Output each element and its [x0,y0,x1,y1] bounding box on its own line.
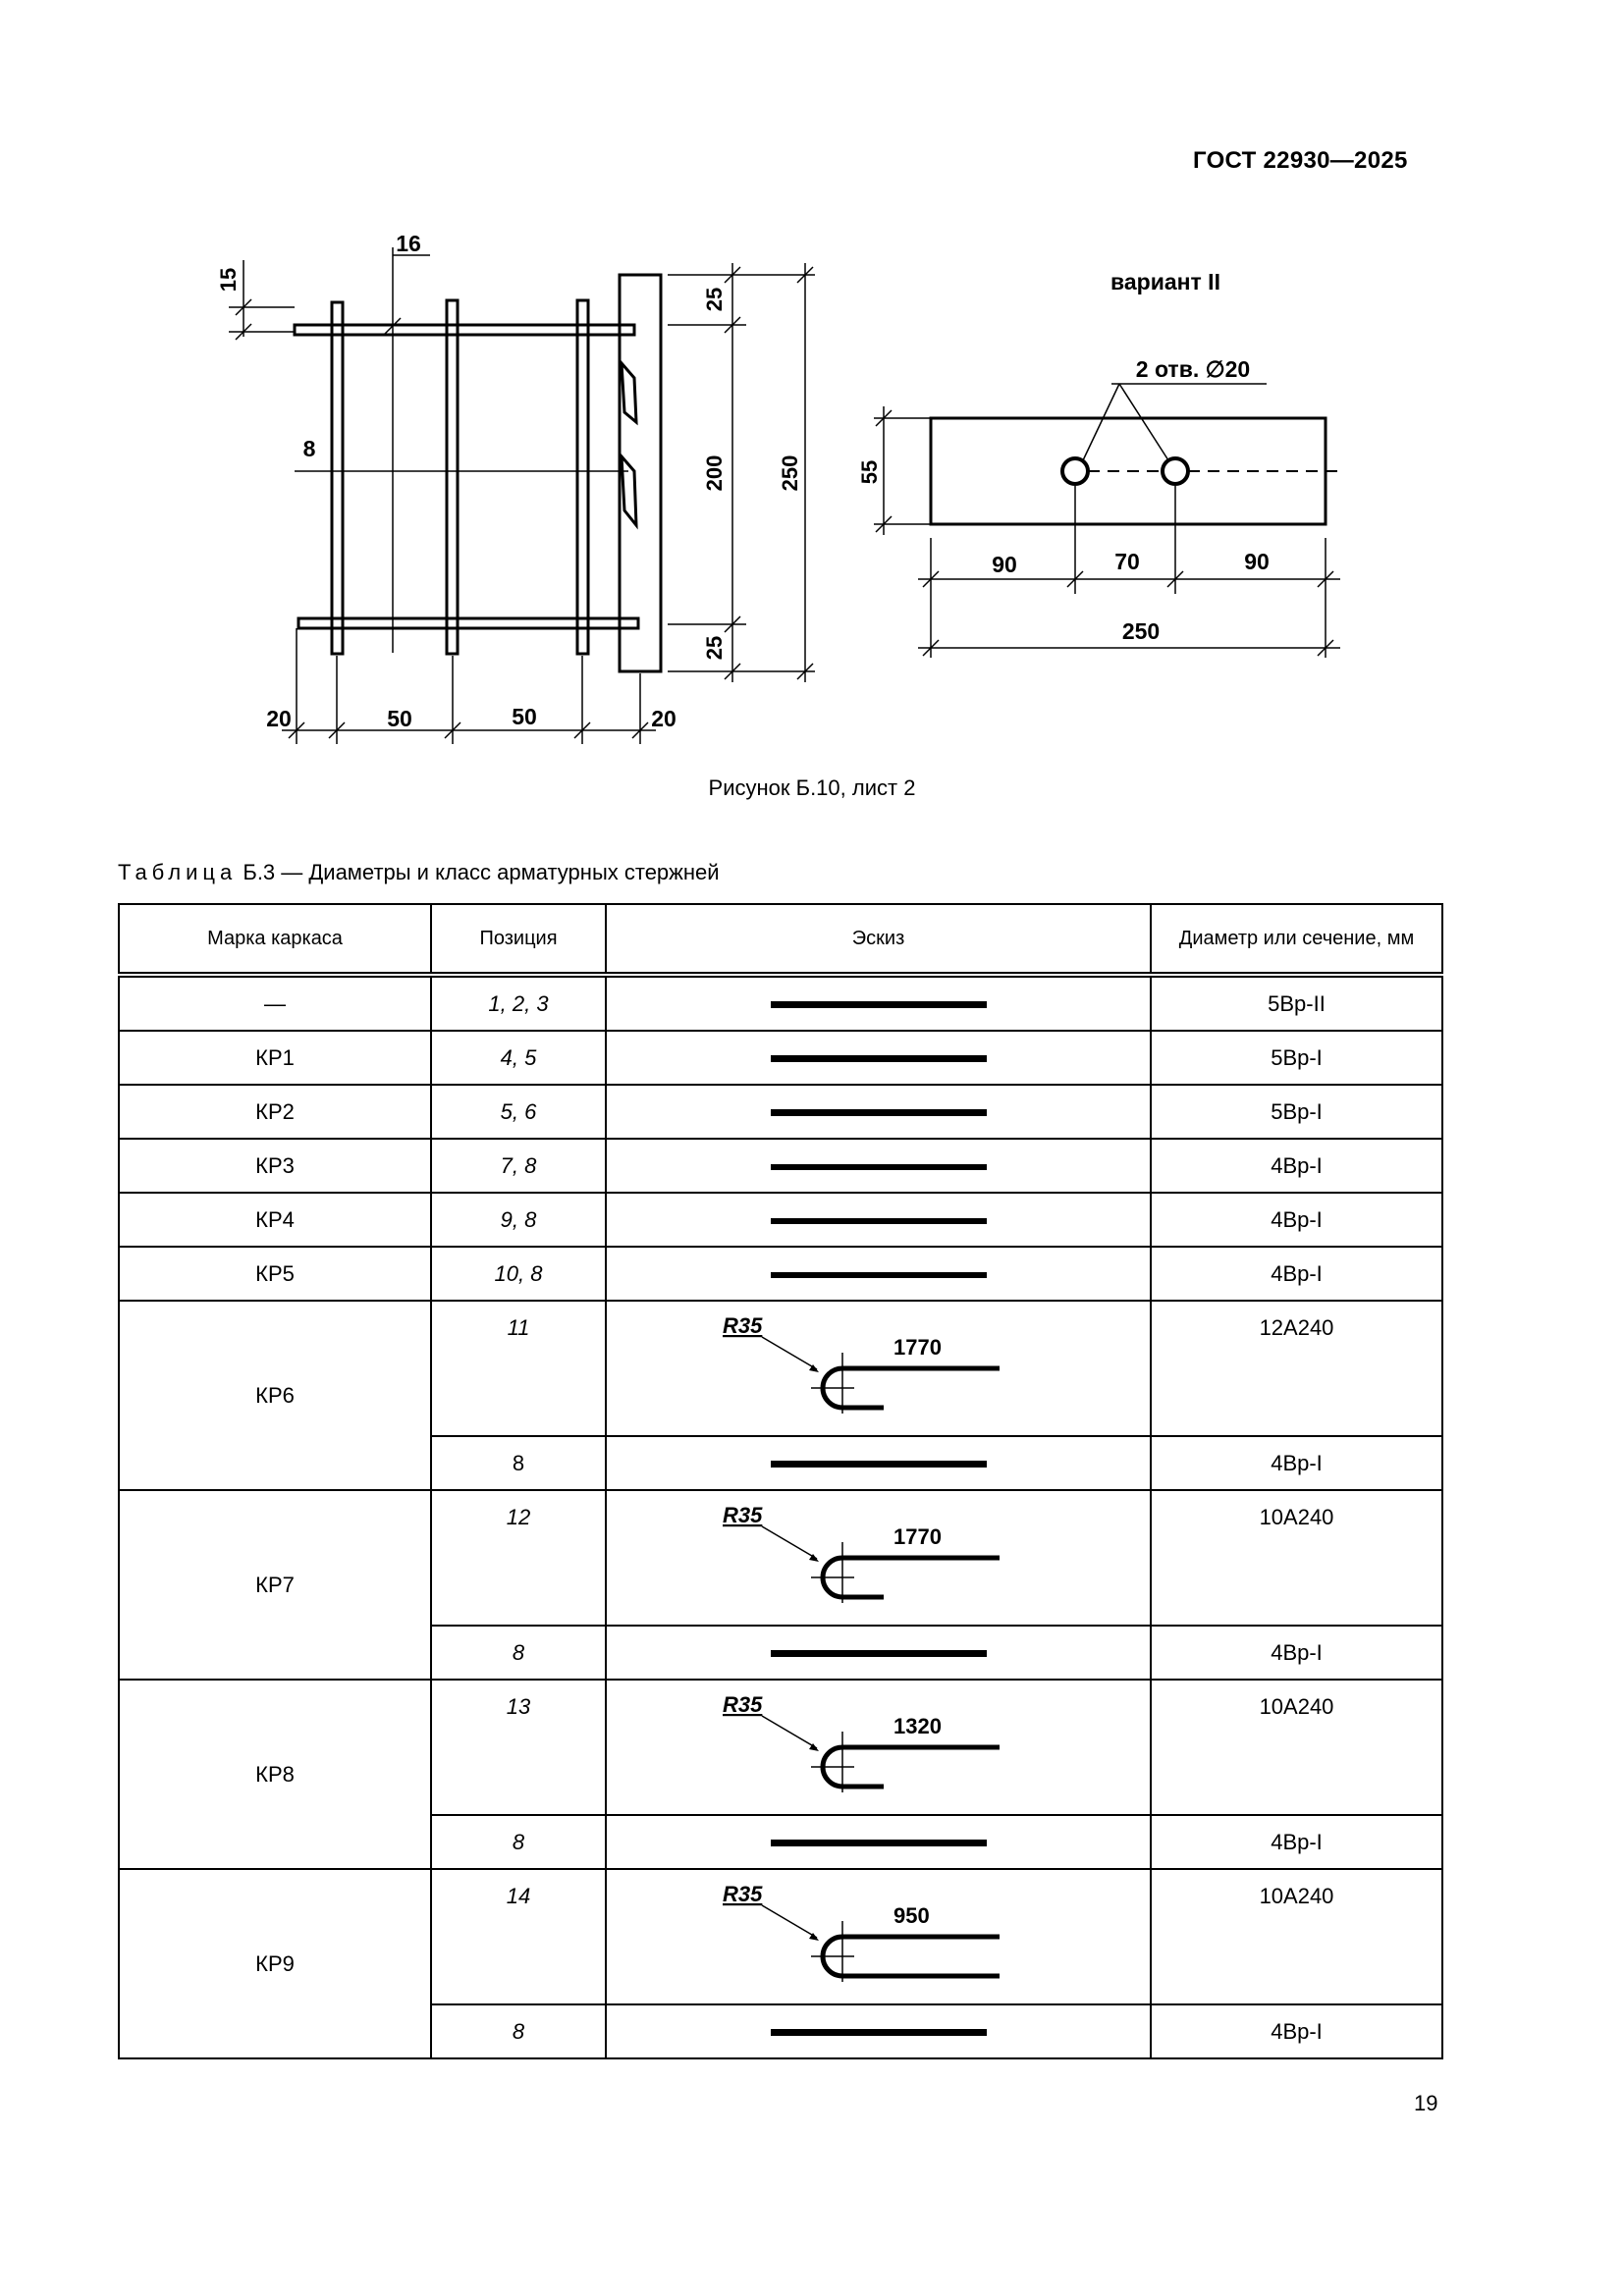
cell-position: 8 [431,1436,606,1490]
dim-20-right: 20 [651,706,677,731]
cell-sketch [606,1085,1151,1139]
straight-bar-sketch [771,1650,987,1657]
straight-bar-sketch [771,1218,987,1224]
cell-diameter: 5Вр-I [1151,1031,1442,1085]
cell-diameter: 12А240 [1151,1301,1442,1436]
document-header: ГОСТ 22930—2025 [1193,147,1408,174]
cell-diameter: 4Вр-I [1151,1247,1442,1301]
variant-title: вариант II [1110,269,1220,294]
length-label: 1320 [893,1714,942,1738]
cell-diameter: 5Вр-II [1151,975,1442,1031]
straight-bar-sketch [771,1164,987,1170]
cell-mark: КР4 [119,1193,431,1247]
cell-position: 10, 8 [431,1247,606,1301]
hole-2 [1163,458,1188,484]
radius-label: R35 [722,1315,762,1338]
header-position: Позиция [431,904,606,975]
dim-200: 200 [702,454,727,492]
dim-250: 250 [778,454,802,492]
straight-bar-sketch [771,1109,987,1116]
table-row [119,1680,1442,1815]
dim-90-left: 90 [992,552,1017,577]
dim-25-top: 25 [702,287,727,312]
cell-position: 1, 2, 3 [431,975,606,1031]
cell-sketch [606,1247,1151,1301]
table-row [119,1139,1442,1193]
cell-sketch [606,1139,1151,1193]
dim-16: 16 [396,231,421,256]
rebar-table [118,903,1443,2059]
cell-diameter: 4Вр-I [1151,1193,1442,1247]
dim-250-plate: 250 [1121,618,1161,644]
hooked-bar-sketch [717,1315,1041,1414]
table-caption [118,860,720,885]
cell-position: 14 [431,1869,606,2004]
radius-label: R35 [722,1694,762,1717]
cell-sketch [606,1626,1151,1680]
table-row [119,1085,1442,1139]
page-number: 19 [1414,2091,1438,2115]
cell-diameter: 4Вр-I [1151,1436,1442,1490]
table-row [119,975,1442,1031]
header-mark: Марка каркаса [119,904,431,975]
figure-caption: Рисунок Б.10, лист 2 [708,775,916,800]
cell-position: 9, 8 [431,1193,606,1247]
table-row [119,1193,1442,1247]
dim-25-bottom: 25 [702,635,727,661]
dim-90-right: 90 [1244,549,1270,574]
top-bar [295,325,634,335]
dim-50-b: 50 [512,704,537,729]
radius-label: R35 [722,1884,762,1906]
cell-position: 8 [431,2004,606,2058]
straight-bar-sketch [771,2029,987,2036]
cell-sketch [606,1680,1151,1815]
cell-mark: КР1 [119,1031,431,1085]
cell-diameter: 4Вр-I [1151,1815,1442,1869]
cell-diameter: 5Вр-I [1151,1085,1442,1139]
cell-sketch [606,1193,1151,1247]
cell-mark: КР2 [119,1085,431,1139]
dim-20-left: 20 [266,706,292,731]
cell-position: 11 [431,1301,606,1436]
radius-label: R35 [722,1505,762,1527]
cell-mark: — [119,975,431,1031]
cell-position: 7, 8 [431,1139,606,1193]
hole-1 [1062,458,1088,484]
cell-mark: КР3 [119,1139,431,1193]
hooked-bar-sketch [717,1505,1041,1603]
straight-bar-sketch [771,1840,987,1846]
length-label: 950 [893,1903,930,1928]
cell-diameter: 4Вр-I [1151,1139,1442,1193]
table-row [119,1301,1442,1436]
dim-55: 55 [857,459,882,485]
cell-sketch [606,1490,1151,1626]
dim-50-a: 50 [387,706,412,731]
dim-8: 8 [302,436,316,461]
vertical-bar-2 [447,300,458,654]
cell-diameter: 4Вр-I [1151,2004,1442,2058]
straight-bar-sketch [771,1055,987,1062]
table-caption-prefix: Таблица [118,860,238,884]
cell-position: 8 [431,1815,606,1869]
vertical-bar-1 [332,302,343,654]
table-row [119,1490,1442,1626]
cell-sketch [606,1301,1151,1436]
cell-position: 8 [431,1626,606,1680]
cell-sketch [606,975,1151,1031]
cell-diameter: 4Вр-I [1151,1626,1442,1680]
table-header-row [119,904,1442,975]
cell-sketch [606,1031,1151,1085]
cell-sketch [606,1815,1151,1869]
length-label: 1770 [893,1524,942,1549]
holes-label: 2 отв. ∅20 [1135,356,1251,382]
dim-70: 70 [1114,549,1140,574]
cell-position: 12 [431,1490,606,1626]
header-diameter: Диаметр или сечение, мм [1151,904,1442,975]
cell-diameter: 10А240 [1151,1869,1442,2004]
cell-position: 4, 5 [431,1031,606,1085]
table-row [119,1869,1442,2004]
cell-mark: КР7 [119,1490,431,1680]
header-sketch: Эскиз [606,904,1151,975]
dim-15: 15 [216,267,241,293]
reinforcement-drawing [0,0,1624,766]
cell-diameter: 10А240 [1151,1680,1442,1815]
cell-position: 13 [431,1680,606,1815]
cell-mark: КР5 [119,1247,431,1301]
cell-position: 5, 6 [431,1085,606,1139]
cell-sketch [606,1869,1151,2004]
table-caption-text: Б.3 — Диаметры и класс арматурных стержней [237,860,720,884]
cell-mark: КР6 [119,1301,431,1490]
table-row [119,1247,1442,1301]
straight-bar-sketch [771,1272,987,1278]
cell-mark: КР9 [119,1869,431,2058]
straight-bar-sketch [771,1001,987,1008]
vertical-bar-3 [577,300,588,654]
cell-diameter: 10А240 [1151,1490,1442,1626]
length-label: 1770 [893,1335,942,1360]
table-row [119,1031,1442,1085]
cell-sketch [606,1436,1151,1490]
cell-mark: КР8 [119,1680,431,1869]
straight-bar-sketch [771,1461,987,1468]
hooked-bar-sketch [717,1884,1041,1982]
cell-sketch [606,2004,1151,2058]
hooked-bar-sketch [717,1694,1041,1792]
